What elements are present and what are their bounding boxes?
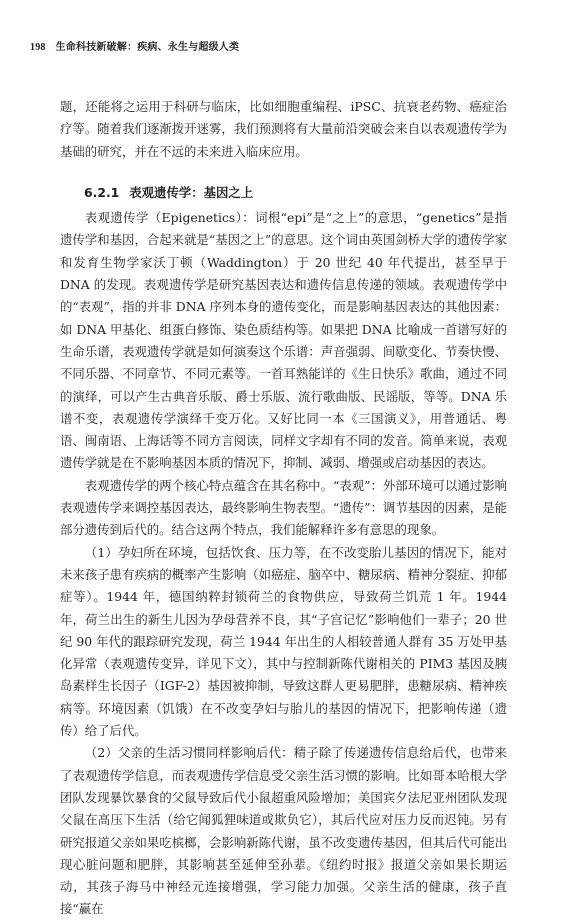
book-title: 生命科技新破解：疾病、永生与超级人类: [55, 42, 240, 53]
section-number: 6.2.1: [84, 184, 120, 200]
section-heading: [60, 182, 507, 204]
paragraph-definition: 表观遗传学（Epigenetics）：词根“epi”是“之上”的意思，“genetics”是指遗传学和基因，合起来就是“基因之上”的意思。这个词由英国剑桥大学的遗传学家和发育生物学家沃丁顿（Waddington）于 20 世纪 40 年代提出，甚至早于 DNA 的发现。表观遗传学是研究基因表达和遗传信息传递的领域。表观遗传学中的“表观”，指的并非 DNA 序列本身的遗传变化，而是影响基因表达的其他因素：如 DNA 甲基化、组蛋白修饰、染色质结构等。如果把 DNA 比喻成一首谱写好的生命乐谱，表观遗传学就是如何演奏这个乐谱：声音强弱、间歇变化、节奏快慢、不同乐器、不同章节、不同元素等。一首耳熟能详的《生日快乐》歌曲，通过不同的演绎，可以产生古典音乐版、爵士乐版、流行歌曲版、民谣版，等等。DNA 乐谱不变，表观遗传学演绎千变万化。又好比同一本《三国演义》，用普通话、粤语、闽南语、上海话等不同方言阅读，同样文字却有不同的发音。简单来说，表观遗传学就是在不影响基因本质的情况下，抑制、减弱、增强或启动基因的表达。: [60, 210, 507, 471]
running-header: [30, 38, 537, 53]
section-title: 表观遗传学：基因之上: [129, 184, 254, 200]
page-number: 198: [30, 42, 46, 53]
paragraph-two-features: 表观遗传学的两个核心特点蕴含在其名称中。“表观”：外部环境可以通过影响表观遗传学来调控基因表达，最终影响生物表型。“遗传”：调节基因的因素，是能部分遗传到后代的。结合这两个特点，我们能解释许多有意思的现象。: [60, 477, 507, 538]
page-body: [60, 96, 507, 921]
paragraph-maternal-environment: （1）孕妇所在环境，包括饮食、压力等，在不改变胎儿基因的情况下，能对未来孩子患有疾病的概率产生影响（如癌症、脑卒中、糖尿病、精神分裂症、抑郁症等）。1944 年，德国纳粹封锁荷兰的食物供应，导致荷兰饥荒 1 年。1944 年，荷兰出生的新生儿因为孕母营养不良，其“子宫记忆”影响他们一辈子；20 世纪 90 年代的跟踪研究发现，荷兰 1944 年出生的人相较普通人群有 35 万处甲基化异常（表观遗传变异，详见下文），其中与控制新陈代谢相关的 PIM3 基因及胰岛素样生长因子（IGF-2）基因被抑制，导致这群人更易肥胖，患糖尿病、精神疾病等。环境因素（饥饿）在不改变孕妇与胎儿的基因的情况下，把影响传递（遗传）给了后代。: [60, 544, 507, 739]
paragraph-paternal-habits: （2）父亲的生活习惯同样影响后代：精子除了传递遗传信息给后代，也带来了表观遗传学信息，而表观遗传学信息受父亲生活习惯的影响。比如哥本哈根大学团队发现暴饮暴食的父鼠导致后代小鼠超重风险增加；美国宾夕法尼亚州团队发现父鼠在高压下生活（给它闻狐狸味道或欺负它），其后代应对压力反而迟钝。另有研究报道父亲如果吃槟榔，会影响新陈代谢，虽不改变遗传基因，但其后代可能出现心脏问题和肥胖，其影响甚至延伸至孙辈。《纽约时报》报道父亲如果长期运动，其孩子海马中神经元连接增强，学习能力加强。父亲生活的健康，孩子直接“赢在: [60, 745, 507, 917]
continued-paragraph: 题，还能将之运用于科研与临床，比如细胞重编程、iPSC、抗衰老药物、癌症治疗等。随着我们逐渐拨开迷雾，我们预测将有大量前沿突破会来自以表观遗传学为基础的研究，并在不远的未来进入临床应用。: [60, 99, 507, 159]
